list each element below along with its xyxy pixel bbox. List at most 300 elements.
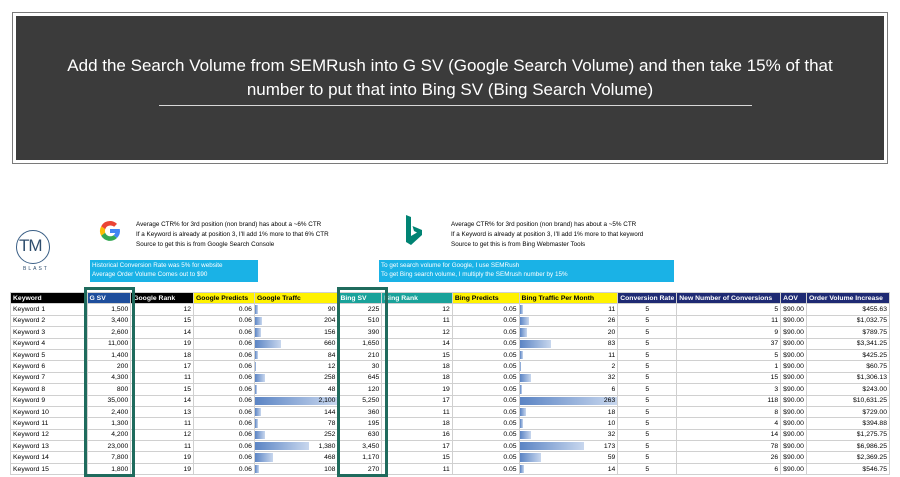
data-bar xyxy=(255,453,273,461)
cell-order-volume[interactable]: $1,275.75 xyxy=(806,429,889,440)
cell-bing-rank[interactable]: 12 xyxy=(382,327,453,338)
cell-value: 2 xyxy=(611,363,616,371)
cell-value: 468 xyxy=(324,454,336,462)
data-bar xyxy=(520,397,618,405)
cell-conversion-rate[interactable]: 5 xyxy=(618,327,677,338)
cell-order-volume[interactable]: $1,306.13 xyxy=(806,372,889,383)
banner-underline xyxy=(159,105,752,106)
cell-aov[interactable]: $90.00 xyxy=(781,372,807,383)
table-row xyxy=(11,441,890,452)
cell-bing-sv[interactable]: 390 xyxy=(338,327,382,338)
cell-bing-rank[interactable]: 15 xyxy=(382,349,453,360)
cell-value: 108 xyxy=(324,465,336,473)
cell-bing-rank[interactable]: 11 xyxy=(382,315,453,326)
conversion-note-box xyxy=(90,260,258,282)
cell-value: 10 xyxy=(607,419,616,427)
bing-ctr-note xyxy=(451,220,643,250)
cell-order-volume[interactable]: $455.63 xyxy=(806,304,889,315)
cell-google-predicts[interactable]: 0.06 xyxy=(194,361,255,372)
cell-bing-sv[interactable]: 510 xyxy=(338,315,382,326)
cell-value: 90 xyxy=(327,306,336,314)
cell-bing-traffic[interactable] xyxy=(519,452,618,463)
cell-value: 32 xyxy=(607,431,616,439)
data-bar xyxy=(520,305,524,313)
cell-bing-sv[interactable]: 195 xyxy=(338,418,382,429)
cell-bing-predicts[interactable]: 0.05 xyxy=(452,429,519,440)
data-bar xyxy=(255,305,258,313)
google-icon xyxy=(97,218,123,244)
table-row xyxy=(11,349,890,360)
header-g-sv[interactable]: G SV xyxy=(87,293,131,304)
header-bing-rank[interactable]: Bing Rank xyxy=(382,293,453,304)
cell-bing-rank[interactable]: 18 xyxy=(382,361,453,372)
tm-blast-logo xyxy=(14,230,56,272)
cell-bing-predicts[interactable]: 0.05 xyxy=(452,463,519,474)
cell-keyword[interactable]: Keyword 13 xyxy=(11,441,88,452)
banner-text xyxy=(16,54,884,102)
cell-keyword[interactable]: Keyword 12 xyxy=(11,429,88,440)
cell-aov[interactable]: $90.00 xyxy=(781,349,807,360)
cell-g-sv[interactable]: 2,400 xyxy=(87,406,131,417)
cell-g-sv[interactable]: 7,800 xyxy=(87,452,131,463)
cell-value: 6 xyxy=(611,385,616,393)
cell-order-volume[interactable]: $2,369.25 xyxy=(806,452,889,463)
cell-bing-traffic[interactable] xyxy=(519,361,618,372)
cell-keyword[interactable]: Keyword 14 xyxy=(11,452,88,463)
cell-google-rank[interactable]: 19 xyxy=(131,452,194,463)
cell-bing-traffic[interactable] xyxy=(519,395,618,406)
cell-g-sv[interactable]: 800 xyxy=(87,384,131,395)
cell-bing-traffic[interactable] xyxy=(519,327,618,338)
cell-conversion-rate[interactable]: 5 xyxy=(618,429,677,440)
cell-bing-sv[interactable]: 120 xyxy=(338,384,382,395)
cell-google-predicts[interactable]: 0.06 xyxy=(194,372,255,383)
cell-bing-rank[interactable]: 14 xyxy=(382,338,453,349)
cell-google-predicts[interactable]: 0.06 xyxy=(194,338,255,349)
cell-aov[interactable]: $90.00 xyxy=(781,361,807,372)
cell-bing-sv[interactable]: 645 xyxy=(338,372,382,383)
cell-order-volume[interactable]: $546.75 xyxy=(806,463,889,474)
cell-google-predicts[interactable]: 0.06 xyxy=(194,384,255,395)
cell-google-rank[interactable]: 12 xyxy=(131,429,194,440)
cell-google-rank[interactable]: 11 xyxy=(131,372,194,383)
table-row xyxy=(11,418,890,429)
cell-new-conversions[interactable]: 8 xyxy=(677,406,781,417)
cell-google-predicts[interactable]: 0.06 xyxy=(194,349,255,360)
cell-g-sv[interactable]: 23,000 xyxy=(87,441,131,452)
cell-aov[interactable]: $90.00 xyxy=(781,441,807,452)
cell-bing-predicts[interactable]: 0.05 xyxy=(452,361,519,372)
data-bar xyxy=(255,442,309,450)
cell-bing-traffic[interactable] xyxy=(519,304,618,315)
cell-aov[interactable]: $90.00 xyxy=(781,418,807,429)
cell-bing-predicts[interactable]: 0.05 xyxy=(452,395,519,406)
cell-keyword[interactable]: Keyword 9 xyxy=(11,395,88,406)
cell-google-predicts[interactable]: 0.06 xyxy=(194,452,255,463)
keyword-table xyxy=(10,292,890,475)
cell-new-conversions[interactable]: 37 xyxy=(677,338,781,349)
cell-value: 1,380 xyxy=(318,442,336,450)
bing-note-line-2: If a Keyword is already at position 3, I'll add 1% more to that keyword xyxy=(451,231,644,238)
cell-new-conversions[interactable]: 4 xyxy=(677,418,781,429)
cell-g-sv[interactable]: 3,400 xyxy=(87,315,131,326)
cell-keyword[interactable]: Keyword 3 xyxy=(11,327,88,338)
cell-value: 78 xyxy=(327,419,336,427)
header-new-conversions[interactable]: New Number of Conversions xyxy=(677,293,781,304)
cell-google-rank[interactable]: 12 xyxy=(131,304,194,315)
cell-google-traffic[interactable] xyxy=(254,406,338,417)
data-bar xyxy=(520,442,584,450)
cell-google-traffic[interactable] xyxy=(254,384,338,395)
cell-conversion-rate[interactable]: 5 xyxy=(618,349,677,360)
cell-new-conversions[interactable]: 5 xyxy=(677,304,781,315)
cell-g-sv[interactable]: 11,000 xyxy=(87,338,131,349)
cell-conversion-rate[interactable]: 5 xyxy=(618,315,677,326)
data-bar xyxy=(520,385,522,393)
cell-conversion-rate[interactable]: 5 xyxy=(618,372,677,383)
cell-value: 12 xyxy=(327,363,336,371)
cell-google-traffic[interactable] xyxy=(254,304,338,315)
cell-bing-rank[interactable]: 12 xyxy=(382,304,453,315)
cell-google-rank[interactable]: 19 xyxy=(131,463,194,474)
cell-g-sv[interactable]: 35,000 xyxy=(87,395,131,406)
cell-conversion-rate[interactable]: 5 xyxy=(618,406,677,417)
cell-new-conversions[interactable]: 11 xyxy=(677,315,781,326)
cell-bing-predicts[interactable]: 0.05 xyxy=(452,406,519,417)
data-bar xyxy=(255,328,261,336)
cell-aov[interactable]: $90.00 xyxy=(781,429,807,440)
cell-aov[interactable]: $90.00 xyxy=(781,452,807,463)
cell-order-volume[interactable]: $789.75 xyxy=(806,327,889,338)
cell-value: 48 xyxy=(327,385,336,393)
cell-google-predicts[interactable]: 0.06 xyxy=(194,429,255,440)
cell-keyword[interactable]: Keyword 8 xyxy=(11,384,88,395)
cell-bing-predicts[interactable]: 0.05 xyxy=(452,327,519,338)
table-row xyxy=(11,372,890,383)
cell-bing-traffic[interactable] xyxy=(519,338,618,349)
cell-bing-sv[interactable]: 1,170 xyxy=(338,452,382,463)
banner-line-2: number to put that into Bing SV (Bing Search Volume) xyxy=(246,80,654,99)
data-bar xyxy=(255,465,259,473)
table-row xyxy=(11,338,890,349)
cell-google-traffic[interactable] xyxy=(254,338,338,349)
cell-bing-traffic[interactable] xyxy=(519,372,618,383)
conversion-note-line-1: Historical Conversion Rate was 5% for website xyxy=(92,262,223,269)
cell-bing-sv[interactable]: 360 xyxy=(338,406,382,417)
cell-google-rank[interactable]: 14 xyxy=(131,395,194,406)
cell-bing-sv[interactable]: 5,250 xyxy=(338,395,382,406)
cell-order-volume[interactable]: $60.75 xyxy=(806,361,889,372)
cell-value: 258 xyxy=(324,374,336,382)
data-bar xyxy=(520,328,528,336)
cell-google-predicts[interactable]: 0.06 xyxy=(194,327,255,338)
header-row xyxy=(11,293,890,304)
table-row xyxy=(11,463,890,474)
cell-keyword[interactable]: Keyword 4 xyxy=(11,338,88,349)
cell-google-predicts[interactable]: 0.06 xyxy=(194,395,255,406)
g-sv-column-highlight xyxy=(84,287,135,477)
banner-line-1: Add the Search Volume from SEMRush into G SV (Google Search Volume) and then take 15% of that xyxy=(67,56,833,75)
cell-g-sv[interactable]: 1,500 xyxy=(87,304,131,315)
cell-new-conversions[interactable]: 1 xyxy=(677,361,781,372)
cell-keyword[interactable]: Keyword 5 xyxy=(11,349,88,360)
cell-bing-rank[interactable]: 15 xyxy=(382,452,453,463)
cell-value: 156 xyxy=(324,328,336,336)
search-volume-note-box xyxy=(379,260,674,282)
search-volume-note-line-2: To get Bing search volume, I multiply the SEMrush number by 15% xyxy=(381,271,568,278)
cell-bing-predicts[interactable]: 0.05 xyxy=(452,338,519,349)
cell-google-predicts[interactable]: 0.06 xyxy=(194,441,255,452)
cell-value: 26 xyxy=(607,317,616,325)
cell-bing-rank[interactable]: 16 xyxy=(382,429,453,440)
cell-value: 204 xyxy=(324,317,336,325)
cell-google-rank[interactable]: 11 xyxy=(131,441,194,452)
cell-bing-rank[interactable]: 11 xyxy=(382,463,453,474)
cell-bing-sv[interactable]: 1,650 xyxy=(338,338,382,349)
cell-conversion-rate[interactable]: 5 xyxy=(618,452,677,463)
cell-bing-sv[interactable]: 270 xyxy=(338,463,382,474)
header-keyword[interactable]: Keyword xyxy=(11,293,88,304)
cell-google-rank[interactable]: 15 xyxy=(131,384,194,395)
cell-bing-rank[interactable]: 17 xyxy=(382,395,453,406)
cell-keyword[interactable]: Keyword 1 xyxy=(11,304,88,315)
spreadsheet xyxy=(10,204,890,473)
cell-aov[interactable]: $90.00 xyxy=(781,406,807,417)
cell-g-sv[interactable]: 2,600 xyxy=(87,327,131,338)
search-volume-note-line-1: To get search volume for Google, I use SEMRush xyxy=(381,262,520,269)
cell-google-predicts[interactable]: 0.06 xyxy=(194,315,255,326)
cell-bing-predicts[interactable]: 0.05 xyxy=(452,372,519,383)
cell-bing-rank[interactable]: 18 xyxy=(382,372,453,383)
cell-google-predicts[interactable]: 0.06 xyxy=(194,463,255,474)
cell-g-sv[interactable]: 4,200 xyxy=(87,429,131,440)
cell-bing-predicts[interactable]: 0.05 xyxy=(452,349,519,360)
cell-aov[interactable]: $90.00 xyxy=(781,327,807,338)
cell-new-conversions[interactable]: 26 xyxy=(677,452,781,463)
table-row xyxy=(11,315,890,326)
cell-bing-predicts[interactable]: 0.05 xyxy=(452,418,519,429)
header-google-rank[interactable]: Google Rank xyxy=(131,293,194,304)
cell-new-conversions[interactable]: 15 xyxy=(677,372,781,383)
cell-new-conversions[interactable]: 3 xyxy=(677,384,781,395)
cell-conversion-rate[interactable]: 5 xyxy=(618,441,677,452)
data-bar xyxy=(255,408,261,416)
cell-google-rank[interactable]: 19 xyxy=(131,338,194,349)
cell-value: 59 xyxy=(607,454,616,462)
cell-value: 20 xyxy=(607,328,616,336)
cell-bing-traffic[interactable] xyxy=(519,441,618,452)
data-bar xyxy=(520,408,527,416)
cell-google-traffic[interactable] xyxy=(254,372,338,383)
cell-g-sv[interactable]: 1,300 xyxy=(87,418,131,429)
header-google-predicts[interactable]: Google Predicts xyxy=(194,293,255,304)
cell-g-sv[interactable]: 1,800 xyxy=(87,463,131,474)
table-row xyxy=(11,395,890,406)
logo-subtext: BLAST xyxy=(23,266,49,272)
cell-new-conversions[interactable]: 78 xyxy=(677,441,781,452)
cell-conversion-rate[interactable]: 5 xyxy=(618,463,677,474)
cell-keyword[interactable]: Keyword 11 xyxy=(11,418,88,429)
cell-aov[interactable]: $90.00 xyxy=(781,304,807,315)
cell-bing-traffic[interactable] xyxy=(519,429,618,440)
google-ctr-note xyxy=(136,220,329,250)
data-bar xyxy=(520,453,541,461)
cell-bing-traffic[interactable] xyxy=(519,418,618,429)
cell-bing-predicts[interactable]: 0.05 xyxy=(452,384,519,395)
table-row xyxy=(11,361,890,372)
cell-order-volume[interactable]: $10,631.25 xyxy=(806,395,889,406)
bing-icon xyxy=(405,214,423,246)
cell-bing-sv[interactable]: 30 xyxy=(338,361,382,372)
data-bar xyxy=(255,431,265,439)
table-row xyxy=(11,452,890,463)
cell-order-volume[interactable]: $394.88 xyxy=(806,418,889,429)
cell-order-volume[interactable]: $729.00 xyxy=(806,406,889,417)
cell-google-traffic[interactable] xyxy=(254,418,338,429)
cell-google-rank[interactable]: 13 xyxy=(131,406,194,417)
cell-google-predicts[interactable]: 0.06 xyxy=(194,304,255,315)
data-bar xyxy=(520,351,524,359)
bing-sv-column-highlight xyxy=(337,287,388,477)
cell-value: 2,100 xyxy=(318,397,336,405)
cell-bing-predicts[interactable]: 0.05 xyxy=(452,441,519,452)
header-bing-traffic[interactable]: Bing Traffic Per Month xyxy=(519,293,618,304)
data-bar xyxy=(520,431,532,439)
cell-bing-sv[interactable]: 225 xyxy=(338,304,382,315)
logo-text: TM xyxy=(19,236,42,255)
cell-aov[interactable]: $90.00 xyxy=(781,315,807,326)
cell-conversion-rate[interactable]: 5 xyxy=(618,384,677,395)
cell-conversion-rate[interactable]: 5 xyxy=(618,418,677,429)
cell-value: 11 xyxy=(608,351,616,359)
cell-new-conversions[interactable]: 5 xyxy=(677,349,781,360)
table-body xyxy=(11,304,890,475)
cell-new-conversions[interactable]: 118 xyxy=(677,395,781,406)
cell-g-sv[interactable]: 1,400 xyxy=(87,349,131,360)
cell-value: 144 xyxy=(324,408,336,416)
cell-bing-sv[interactable]: 210 xyxy=(338,349,382,360)
cell-google-traffic[interactable] xyxy=(254,452,338,463)
cell-google-traffic[interactable] xyxy=(254,361,338,372)
cell-value: 14 xyxy=(607,465,616,473)
instruction-banner xyxy=(12,12,888,164)
cell-google-traffic[interactable] xyxy=(254,395,338,406)
cell-google-rank[interactable]: 11 xyxy=(131,418,194,429)
cell-bing-traffic[interactable] xyxy=(519,463,618,474)
cell-bing-predicts[interactable]: 0.05 xyxy=(452,304,519,315)
cell-keyword[interactable]: Keyword 2 xyxy=(11,315,88,326)
cell-keyword[interactable]: Keyword 7 xyxy=(11,372,88,383)
banner-background xyxy=(16,16,884,160)
bing-note-line-1: Average CTR% for 3rd position (non brand) has about a ~5% CTR xyxy=(451,221,637,228)
cell-bing-traffic[interactable] xyxy=(519,349,618,360)
cell-g-sv[interactable]: 200 xyxy=(87,361,131,372)
google-note-line-1: Average CTR% for 3rd position (non brand) has about a ~6% CTR xyxy=(136,221,322,228)
cell-keyword[interactable]: Keyword 15 xyxy=(11,463,88,474)
cell-g-sv[interactable]: 4,300 xyxy=(87,372,131,383)
header-aov[interactable]: AOV xyxy=(781,293,807,304)
cell-google-traffic[interactable] xyxy=(254,441,338,452)
cell-bing-sv[interactable]: 3,450 xyxy=(338,441,382,452)
cell-value: 18 xyxy=(607,408,616,416)
cell-conversion-rate[interactable]: 5 xyxy=(618,361,677,372)
cell-aov[interactable]: $90.00 xyxy=(781,463,807,474)
cell-bing-traffic[interactable] xyxy=(519,315,618,326)
cell-google-traffic[interactable] xyxy=(254,315,338,326)
cell-conversion-rate[interactable]: 5 xyxy=(618,304,677,315)
cell-bing-traffic[interactable] xyxy=(519,384,618,395)
cell-google-traffic[interactable] xyxy=(254,327,338,338)
cell-aov[interactable]: $90.00 xyxy=(781,338,807,349)
cell-google-predicts[interactable]: 0.06 xyxy=(194,418,255,429)
cell-bing-rank[interactable]: 17 xyxy=(382,441,453,452)
cell-conversion-rate[interactable]: 5 xyxy=(618,338,677,349)
cell-keyword[interactable]: Keyword 6 xyxy=(11,361,88,372)
cell-new-conversions[interactable]: 14 xyxy=(677,429,781,440)
cell-bing-sv[interactable]: 630 xyxy=(338,429,382,440)
cell-new-conversions[interactable]: 9 xyxy=(677,327,781,338)
data-bar xyxy=(520,465,525,473)
header-conversion-rate[interactable]: Conversion Rate xyxy=(618,293,677,304)
cell-bing-rank[interactable]: 11 xyxy=(382,406,453,417)
cell-bing-predicts[interactable]: 0.05 xyxy=(452,452,519,463)
cell-aov[interactable]: $90.00 xyxy=(781,384,807,395)
bing-note-line-3: Source to get this is from Bing Webmaster Tools xyxy=(451,241,586,248)
cell-value: 11 xyxy=(608,306,616,314)
cell-value: 173 xyxy=(603,442,616,450)
header-order-volume[interactable]: Order Volume Increase xyxy=(806,293,889,304)
cell-aov[interactable]: $90.00 xyxy=(781,395,807,406)
data-bar xyxy=(255,340,281,348)
cell-google-rank[interactable]: 17 xyxy=(131,361,194,372)
cell-google-traffic[interactable] xyxy=(254,429,338,440)
cell-order-volume[interactable]: $425.25 xyxy=(806,349,889,360)
cell-value: 660 xyxy=(324,340,336,348)
header-bing-predicts[interactable]: Bing Predicts xyxy=(452,293,519,304)
cell-order-volume[interactable]: $1,032.75 xyxy=(806,315,889,326)
header-google-traffic[interactable]: Google Traffc xyxy=(254,293,338,304)
data-bar xyxy=(520,317,530,325)
cell-google-traffic[interactable] xyxy=(254,349,338,360)
table-row xyxy=(11,327,890,338)
data-bar xyxy=(255,351,258,359)
cell-google-rank[interactable]: 15 xyxy=(131,315,194,326)
cell-order-volume[interactable]: $6,986.25 xyxy=(806,441,889,452)
cell-value: 252 xyxy=(324,431,336,439)
cell-google-rank[interactable]: 18 xyxy=(131,349,194,360)
cell-bing-traffic[interactable] xyxy=(519,406,618,417)
cell-conversion-rate[interactable]: 5 xyxy=(618,395,677,406)
cell-google-traffic[interactable] xyxy=(254,463,338,474)
data-bar xyxy=(520,362,521,370)
cell-order-volume[interactable]: $243.00 xyxy=(806,384,889,395)
data-bar xyxy=(520,419,524,427)
cell-value: 32 xyxy=(607,374,616,382)
data-bar xyxy=(255,374,265,382)
header-bing-sv[interactable]: Bing SV xyxy=(338,293,382,304)
google-note-line-2: If a Keyword is already at position 3, I'll add 1% more to that 6% CTR xyxy=(136,231,329,238)
cell-order-volume[interactable]: $3,341.25 xyxy=(806,338,889,349)
cell-new-conversions[interactable]: 6 xyxy=(677,463,781,474)
data-bar xyxy=(520,340,551,348)
cell-keyword[interactable]: Keyword 10 xyxy=(11,406,88,417)
cell-bing-predicts[interactable]: 0.05 xyxy=(452,315,519,326)
cell-google-rank[interactable]: 14 xyxy=(131,327,194,338)
cell-bing-rank[interactable]: 19 xyxy=(382,384,453,395)
cell-google-predicts[interactable]: 0.06 xyxy=(194,406,255,417)
cell-bing-rank[interactable]: 18 xyxy=(382,418,453,429)
table-row xyxy=(11,429,890,440)
